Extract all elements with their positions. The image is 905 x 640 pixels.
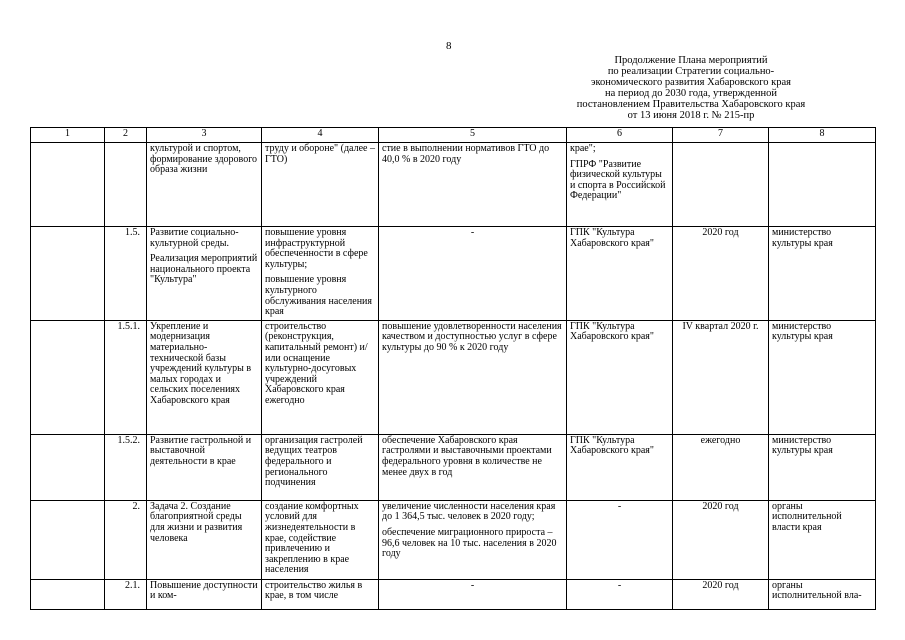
program-cell xyxy=(567,579,673,609)
results-text: - xyxy=(470,227,475,238)
executor-cell: органы исполнительной власти края xyxy=(769,500,876,579)
column-header: 3 xyxy=(147,128,262,143)
program-text: ГПРФ "Развитие физической культуры и спорта в Российской Федерации" xyxy=(570,158,666,202)
results-cell xyxy=(379,227,567,321)
measures-cell xyxy=(262,143,379,227)
row-number: 1.5.1. xyxy=(105,320,147,434)
continuation-line: на период до 2030 года, утвержденной xyxy=(604,88,778,99)
results-cell xyxy=(379,434,567,500)
measures-cell xyxy=(262,579,379,609)
task-name-cell xyxy=(147,434,262,500)
task-name: Развитие гастрольной и выставочной деятельности в крае xyxy=(150,434,252,467)
term-cell: 2020 год xyxy=(673,227,769,321)
results-cell xyxy=(379,579,567,609)
empty-cell xyxy=(31,434,105,500)
continuation-line: от 13 июня 2018 г. № 215-пр xyxy=(627,110,755,121)
measures-text: строительство (реконструкция, капитальный ремонт) и/или оснащение культурно-досуговых учреждений Хабаровского края ежегодно xyxy=(265,320,368,406)
task-name-cell xyxy=(147,579,262,609)
measures-text: повышение уровня культурного обслуживания населения края xyxy=(265,274,372,318)
plan-table xyxy=(30,127,876,610)
measures-text: труду и обороне" (далее – ГТО) xyxy=(265,143,375,165)
measures-text: создание комфортных условий для жизнедеятельности в крае, содействие привлечению и закреплению в крае населения xyxy=(265,500,359,576)
program-text: ГПК "Культура Хабаровского края" xyxy=(570,227,654,249)
term-cell: IV квартал 2020 г. xyxy=(673,320,769,434)
row-number: 1.5. xyxy=(105,227,147,321)
task-name: Реализация мероприятий национального проекта "Культура" xyxy=(150,253,258,286)
results-text: стие в выполнении нормативов ГТО до 40,0 % в 2020 году xyxy=(382,143,550,165)
executor-cell: органы исполнительной вла- xyxy=(769,579,876,609)
task-name: Задача 2. Создание благоприятной среды для жизни и развития человека xyxy=(150,500,243,544)
column-header-row xyxy=(31,128,876,143)
program-cell xyxy=(567,227,673,321)
task-name: культурой и спортом, формирование здорового образа жизни xyxy=(150,143,258,176)
program-text: ГПК "Культура Хабаровского края" xyxy=(570,320,654,343)
task-name: Укрепление и модернизация материально-технической базы учреждений культуры в малых городах и сельских поселениях Хабаровского края xyxy=(150,320,252,406)
column-header: 1 xyxy=(31,128,105,143)
empty-cell xyxy=(31,320,105,434)
results-text: обеспечение Хабаровского края гастролями и выставочными проектами федерального уровня в количестве не менее двух в год xyxy=(382,434,552,478)
column-header: 5 xyxy=(379,128,567,143)
task-name-cell xyxy=(147,320,262,434)
table-row xyxy=(31,579,876,609)
program-cell xyxy=(567,143,673,227)
results-text: повышение удовлетворенности населения качеством и доступностью услуг в сфере культуры до 90 % к 2020 году xyxy=(382,320,562,353)
column-header: 7 xyxy=(673,128,769,143)
empty-cell xyxy=(31,579,105,609)
continuation-line: экономического развития Хабаровского края xyxy=(590,77,792,88)
empty-cell xyxy=(31,227,105,321)
measures-cell xyxy=(262,320,379,434)
column-header: 6 xyxy=(567,128,673,143)
measures-text: строительство жилья в крае, в том числе xyxy=(265,579,363,602)
measures-cell xyxy=(262,500,379,579)
row-number xyxy=(105,143,147,227)
program-text: - xyxy=(617,579,622,591)
page-number: 8 xyxy=(446,40,452,52)
task-name-cell xyxy=(147,227,262,321)
task-name-cell xyxy=(147,500,262,579)
column-header: 2 xyxy=(105,128,147,143)
measures-cell xyxy=(262,434,379,500)
program-cell xyxy=(567,500,673,579)
program-cell xyxy=(567,320,673,434)
row-number: 2.1. xyxy=(105,579,147,609)
table-row xyxy=(31,227,876,321)
program-text: - xyxy=(617,500,622,512)
results-text: - xyxy=(470,579,475,591)
results-cell xyxy=(379,500,567,579)
term-cell: 2020 год xyxy=(673,500,769,579)
continuation-header xyxy=(511,55,871,121)
task-name: Развитие социально-культурной среды. xyxy=(150,227,239,249)
empty-cell xyxy=(31,500,105,579)
row-number: 1.5.2. xyxy=(105,434,147,500)
results-text: увеличение численности населения края до 1 364,5 тыс. человек в 2020 году; xyxy=(382,500,556,523)
column-header: 4 xyxy=(262,128,379,143)
task-name-cell xyxy=(147,143,262,227)
continuation-line: Продолжение Плана мероприятий xyxy=(614,55,768,66)
executor-cell xyxy=(769,143,876,227)
results-cell xyxy=(379,320,567,434)
column-header: 8 xyxy=(769,128,876,143)
term-cell: 2020 год xyxy=(673,579,769,609)
program-text: крае"; xyxy=(570,143,596,154)
empty-cell xyxy=(31,143,105,227)
measures-cell xyxy=(262,227,379,321)
results-cell xyxy=(379,143,567,227)
term-cell xyxy=(673,143,769,227)
program-cell xyxy=(567,434,673,500)
table-row xyxy=(31,434,876,500)
results-text: обеспечение миграционного прироста – 96,6 человек на 10 тыс. населения в 2020 году xyxy=(382,526,557,560)
continuation-line: постановлением Правительства Хабаровского края xyxy=(576,99,806,110)
executor-cell: министерство культуры края xyxy=(769,227,876,321)
measures-text: организация гастролей ведущих театров федерального и регионального подчинения xyxy=(265,434,363,489)
row-number: 2. xyxy=(105,500,147,579)
task-name: Повышение доступности и ком- xyxy=(150,579,258,602)
table-row xyxy=(31,143,876,227)
term-cell: ежегодно xyxy=(673,434,769,500)
continuation-line: по реализации Стратегии социально- xyxy=(607,66,775,77)
table-row xyxy=(31,500,876,579)
measures-text: повышение уровня инфраструктурной обеспеченности в сфере культуры; xyxy=(265,227,368,270)
table-row xyxy=(31,320,876,434)
executor-cell: министерство культуры края xyxy=(769,434,876,500)
executor-cell: министерство культуры края xyxy=(769,320,876,434)
program-text: ГПК "Культура Хабаровского края" xyxy=(570,434,654,457)
